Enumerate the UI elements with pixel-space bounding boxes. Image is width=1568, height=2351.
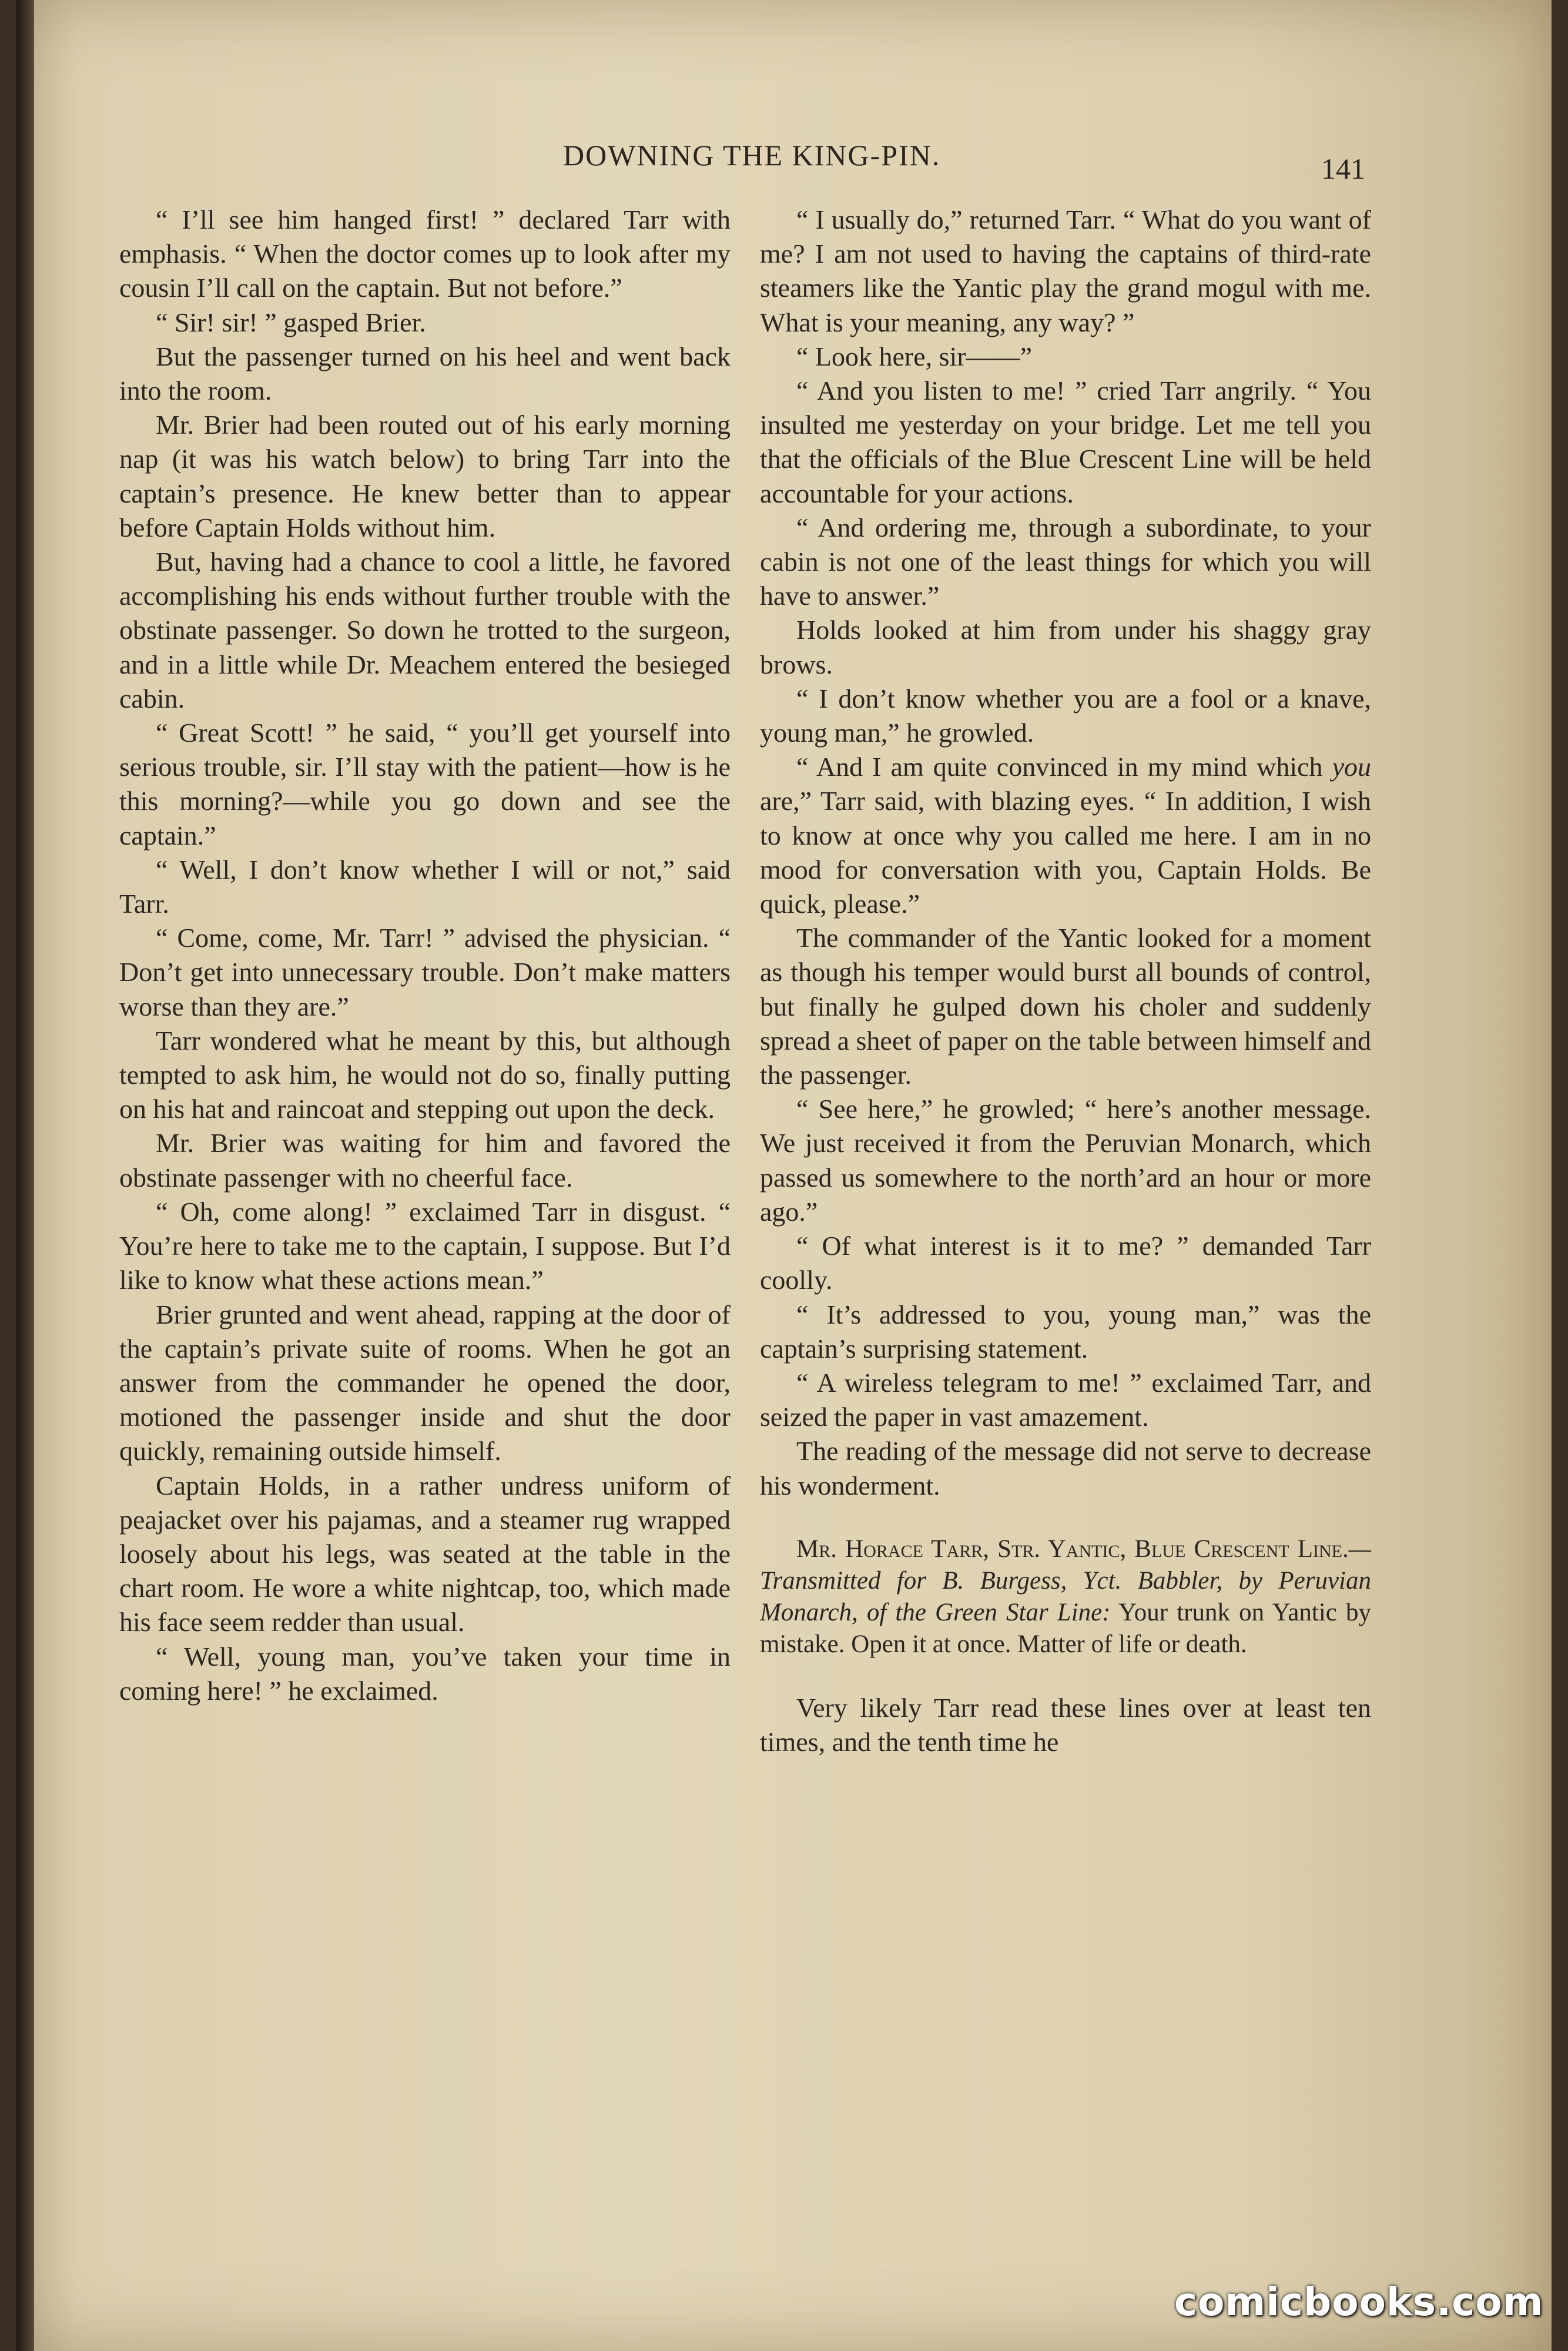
telegram-message <box>760 1533 1371 1660</box>
book-page <box>16 0 1552 2351</box>
page-number: 141 <box>1321 152 1365 185</box>
paragraph: “ I don’t know whether you are a fool or a knave, young man,” he growled. <box>760 683 1371 748</box>
paragraph: “ See here,” he growled; “ here’s another message. We just received it from the Peruvian Monarch, which passed us somewhere to the north’ard an hour or more ago.” <box>760 1094 1371 1227</box>
paragraph: Captain Holds, in a rather undress uniform of peajacket over his pajamas, and a steamer rug wrapped loosely about his legs, was seated at the table in the chart room. He wore a white nightcap, too, which made his face seem redder than usual. <box>119 1470 731 1637</box>
paragraph: Mr. Brier was waiting for him and favored the obstinate passenger with no cheerful face. <box>119 1128 731 1193</box>
paragraph: “ Sir! sir! ” gasped Brier. <box>156 307 426 337</box>
paragraph: “ Look here, sir——” <box>796 341 1033 371</box>
paragraph: “ A wireless telegram to me! ” exclaimed Tarr, and seized the paper in vast amazement. <box>760 1367 1371 1432</box>
telegram-addressee: Mr. Horace Tarr, Str. Yantic, Blue Crescent Line. <box>796 1535 1349 1563</box>
watermark: comicbooks.com <box>1174 2279 1544 2325</box>
paragraph: “ And ordering me, through a subordinate, to your cabin is not one of the least things for which you will have to answer.” <box>760 512 1371 611</box>
paragraph: “ Well, I don’t know whether I will or not,” said Tarr. <box>119 854 731 919</box>
paragraph: “ Great Scott! ” he said, “ you’ll get yourself into serious trouble, sir. I’ll stay with the patient—how is he this morning?—while you go down and see the captain.” <box>119 718 731 850</box>
paragraph: Brier grunted and went ahead, rapping at the door of the captain’s private suite of rooms. When he got an answer from the commander he opened the door, motioned the passenger inside and shut the door quickly, remaining outside himself. <box>119 1299 731 1466</box>
paragraph <box>760 750 1371 921</box>
paragraph: The commander of the Yantic looked for a moment as though his temper would burst all bounds of control, but finally he gulped down his choler and suddenly spread a sheet of paper on the table between himself and the passenger. <box>760 923 1371 1090</box>
paragraph: Very likely Tarr read these lines over at least ten times, and the tenth time he <box>760 1692 1371 1757</box>
paragraph: Mr. Brier had been routed out of his early morning nap (it was his watch below) to bring Tarr into the captain’s presence. He knew better than to appear before Captain Holds without him. <box>119 410 731 542</box>
paragraph: But, having had a chance to cool a little, he favored accomplishing his ends without further trouble with the obstinate passenger. So down he trotted to the surgeon, and in a little while Dr. Meachem entered the besieged cabin. <box>119 547 731 714</box>
telegram-routing: —Transmitted for B. Burgess, Yct. Babbler, by Peruvian Monarch, of the Green Star Line: <box>760 1535 1371 1626</box>
paragraph: “ I’ll see him hanged first! ” declared Tarr with emphasis. “ When the doctor comes up to look after my cousin I’ll call on the captain. But not before.” <box>119 205 731 303</box>
paragraph: “ It’s addressed to you, young man,” was the captain’s surprising statement. <box>760 1299 1371 1364</box>
left-column <box>119 203 731 1708</box>
paragraph-text: “ And I am quite convinced in my mind which <box>796 752 1332 782</box>
paragraph: “ Well, young man, you’ve taken your time in coming here! ” he exclaimed. <box>119 1641 731 1706</box>
paragraph: “ I usually do,” returned Tarr. “ What do you want of me? I am not used to having the captains of third-rate steamers like the Yantic play the grand mogul with me. What is your meaning, any way? ” <box>760 205 1371 337</box>
paragraph-text: are,” Tarr said, with blazing eyes. “ In addition, I wish to know at once why you called me here. I am in no mood for conversation with you, Captain Holds. Be quick, please.” <box>760 786 1371 919</box>
right-column <box>760 203 1371 1759</box>
paragraph: Holds looked at him from under his shaggy gray brows. <box>760 615 1371 679</box>
paragraph: “ Come, come, Mr. Tarr! ” advised the physician. “ Don’t get into unnecessary trouble. Don’t make matters worse than they are.” <box>119 923 731 1022</box>
paragraph: But the passenger turned on his heel and went back into the room. <box>119 341 731 406</box>
paragraph: Tarr wondered what he meant by this, but although tempted to ask him, he would not do so, finally putting on his hat and raincoat and stepping out upon the deck. <box>119 1025 731 1124</box>
paragraph: The reading of the message did not serve to decrease his wonderment. <box>760 1436 1371 1501</box>
paragraph: “ And you listen to me! ” cried Tarr angrily. “ You insulted me yesterday on your bridge. Let me tell you that the officials of the Blue Crescent Line will be held accountable for your actions. <box>760 376 1371 508</box>
paragraph: “ Oh, come along! ” exclaimed Tarr in disgust. “ You’re here to take me to the captain, I suppose. But I’d like to know what these actions mean.” <box>119 1196 731 1295</box>
running-head: DOWNING THE KING-PIN. <box>563 139 941 172</box>
book-spine <box>16 0 34 2351</box>
paragraph: “ Of what interest is it to me? ” demanded Tarr coolly. <box>760 1231 1371 1295</box>
emphasis-text: you <box>1332 752 1371 782</box>
telegram-body: Your trunk on Yantic by mistake. Open it at once. Matter of life or death. <box>760 1598 1371 1658</box>
